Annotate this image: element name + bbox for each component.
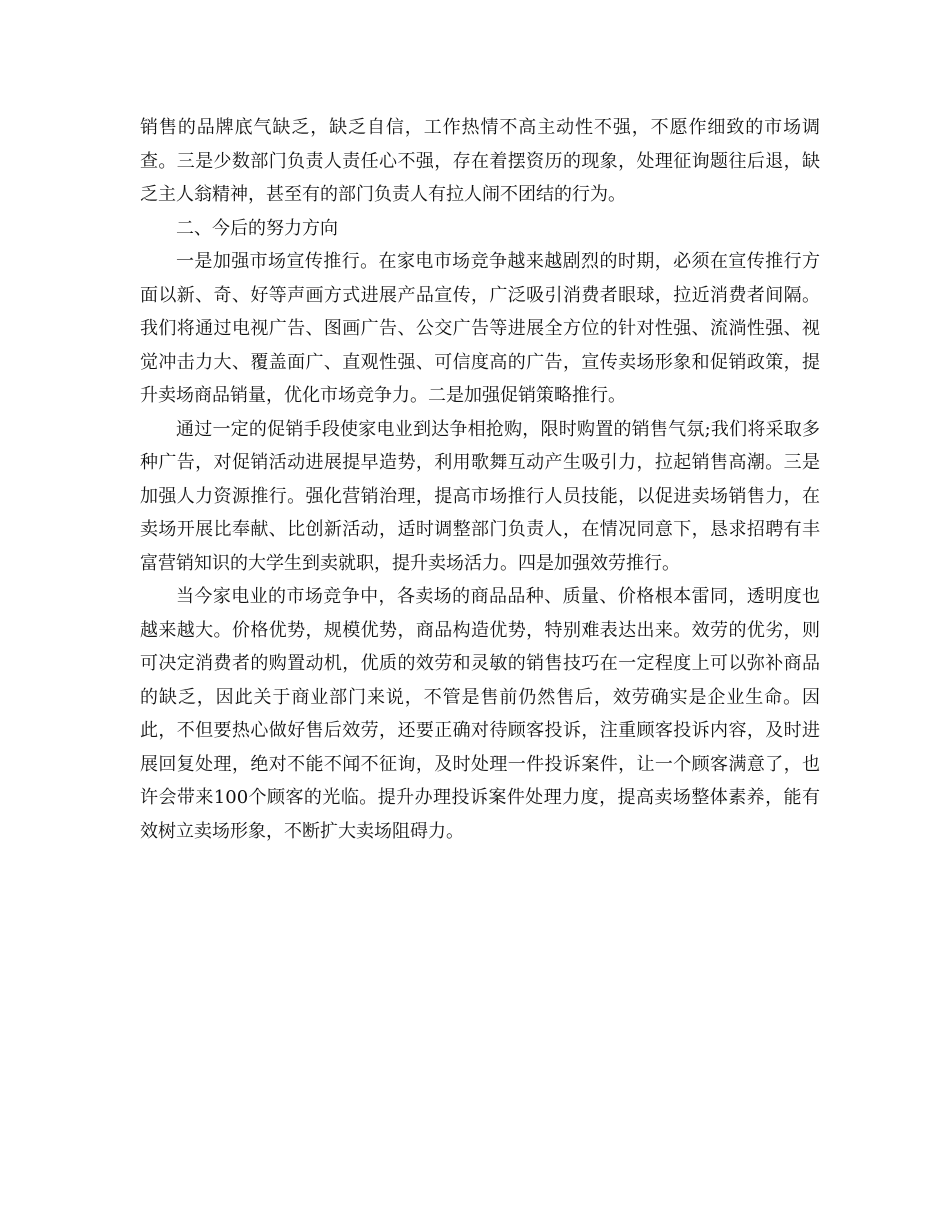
- paragraph-sales-promotion: 通过一定的促销手段使家电业到达争相抢购，限时购置的销售气氛;我们将采取多种广告，对促销活动进展提早造势，利用歌舞互动产生吸引力，拉起销售高潮。三是加强人力资源推行。强化营销治理，提高市场推行人员技能，以促进卖场销售力，在卖场开展比奉献、比创新活动，适时调整部门负责人，在情况同意下，恳求招聘有丰富营销知识的大学生到卖就职，提升卖场活力。四是加强效劳推行。: [140, 418, 820, 574]
- paragraph-continuation: 销售的品牌底气缺乏，缺乏自信，工作热情不高主动性不强，不愿作细致的市场调查。三是少数部门负责人责任心不强，存在着摆资历的现象，处理征询题往后退，缺乏主人翁精神，甚至有的部门负责人有拉人闹不团结的行为。: [140, 117, 820, 205]
- paragraph-service: 当今家电业的市场竞争中，各卖场的商品品种、质量、价格根本雷同，透明度也越来越大。价格优势，规模优势，商品构造优势，特别难表达出来。效劳的优劣，则可决定消费者的购置动机，优质的效劳和灵敏的销售技巧在一定程度上可以弥补商品的缺乏，因此关于商业部门来说，不管是售前仍然售后，效劳确实是企业生命。因此，不但要热心做好售后效劳，还要正确对待顾客投诉，注重顾客投诉内容，及时进展回复处理，绝对不能不闻不征询，及时处理一件投诉案件，让一个顾客满意了，也许会带来100个顾客的光临。提升办理投诉案件处理力度，提高卖场整体素养，能有效树立卖场形象，不断扩大卖场阻碍力。: [140, 586, 820, 842]
- section-heading: 二、今后的努力方向: [176, 217, 338, 239]
- paragraph-market-promotion: 一是加强市场宣传推行。在家电市场竞争越来越剧烈的时期，必须在宣传推行方面以新、奇、好等声画方式进展产品宣传，广泛吸引消费者眼球，拉近消费者间隔。我们将通过电视广告、图画广告、公交广告等进展全方位的针对性强、流淌性强、视觉冲击力大、覆盖面广、直观性强、可信度高的广告，宣传卖场形象和促销政策，提升卖场商品销量，优化市场竞争力。二是加强促销策略推行。: [140, 251, 820, 406]
- document-body: [140, 111, 820, 848]
